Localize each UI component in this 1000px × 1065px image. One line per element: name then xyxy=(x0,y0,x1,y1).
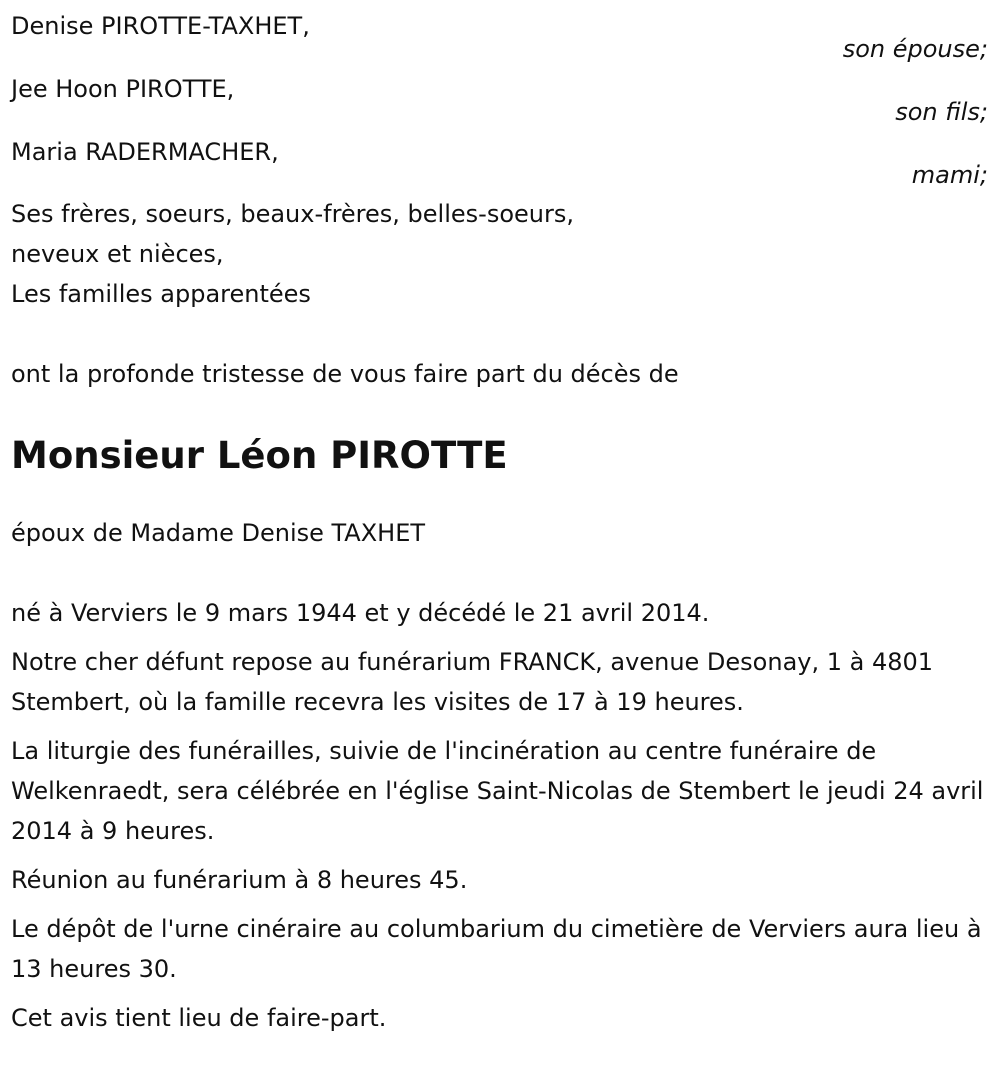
repose-paragraph: Notre cher défunt repose au funérarium FRANCK, avenue Desonay, 1 à 4801 Stembert, où la famille recevra les visites de 17 à 19 heures. xyxy=(11,648,934,716)
urn-paragraph: Le dépôt de l'urne cinéraire au columbarium du cimetière de Verviers aura lieu à 13 heures 30. xyxy=(11,915,982,983)
meeting-paragraph: Réunion au funérarium à 8 heures 45. xyxy=(11,866,468,894)
mourner-row xyxy=(11,126,991,189)
deceased-name: Monsieur Léon PIROTTE xyxy=(11,434,508,477)
mourner-name: Jee Hoon PIROTTE, xyxy=(11,75,235,103)
family-line: Ses frères, soeurs, beaux-frères, belles-soeurs, xyxy=(11,200,574,228)
family-line: neveux et nièces, xyxy=(11,240,224,268)
mourner-name: Denise PIROTTE-TAXHET, xyxy=(11,12,310,40)
liturgy-paragraph: La liturgie des funérailles, suivie de l'incinération au centre funéraire de Welkenraedt, sera célébrée en l'église Saint-Nicolas de Stembert le jeudi 24 avril 2014 à 9 heures. xyxy=(11,737,984,845)
closing-line: Cet avis tient lieu de faire-part. xyxy=(11,1004,387,1032)
family-line: Les familles apparentées xyxy=(11,280,311,308)
spouse-line: époux de Madame Denise TAXHET xyxy=(11,519,426,547)
mourner-relation: son fils; xyxy=(895,98,988,126)
mourner-name: Maria RADERMACHER, xyxy=(11,138,279,166)
announcement-intro: ont la profonde tristesse de vous faire part du décès de xyxy=(11,360,679,388)
mourner-relation: son épouse; xyxy=(842,35,988,63)
mourner-row xyxy=(11,63,991,126)
obituary-notice xyxy=(11,0,991,1038)
mourner-relation: mami; xyxy=(911,161,988,189)
family-list xyxy=(11,194,991,314)
birth-death-line: né à Verviers le 9 mars 1944 et y décédé le 21 avril 2014. xyxy=(11,599,710,627)
mourner-row xyxy=(11,0,991,63)
